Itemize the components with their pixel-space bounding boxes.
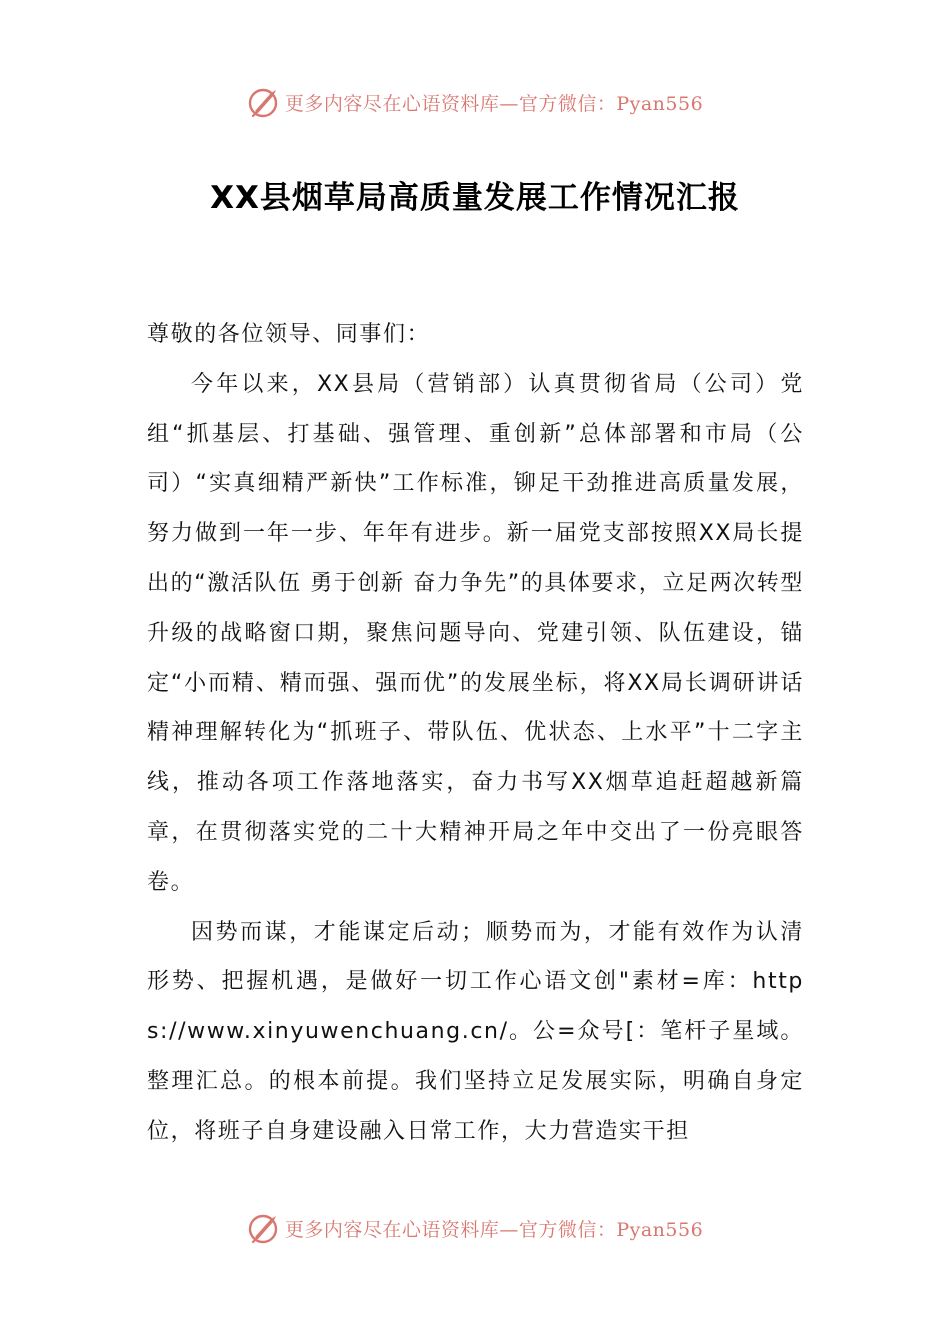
footer-banner-text: 更多内容尽在心语资料库—官方微信：Pyan556 <box>284 1218 704 1241</box>
paragraph-1: 今年以来，XX县局（营销部）认真贯彻省局（公司）党组“抓基层、打基础、强管理、重创新”总体部署和市局（公司）“实真细精严新快”工作标准，铆足干劲推进高质量发展，努力做到一年一步、年年有进步。新一届党支部按照XX局长提出的“激活队伍 勇于创新 奋力争先”的具体要求，立足两次转型升级的战略窗口期，聚焦问题导向、党建引领、队伍建设，锚定“小而精、精而强、强而优”的发展坐标，将XX局长调研讲话精神理解转化为“抓班子、带队伍、优状态、上水平”十二字主线，推动各项工作落地落实，奋力书写XX烟草追赶超越新篇章，在贯彻落实党的二十大精神开局之年中交出了一份亮眼答卷。 <box>147 371 804 895</box>
pen-nib-icon <box>247 85 281 119</box>
salutation: 尊敬的各位领导、同事们： <box>147 322 431 347</box>
pen-nib-icon <box>247 1211 281 1245</box>
header-banner-text: 更多内容尽在心语资料库—官方微信：Pyan556 <box>284 92 704 115</box>
document-body <box>147 310 804 1157</box>
document-title: XX县烟草局高质量发展工作情况汇报 <box>210 180 740 216</box>
paragraph-2: 因势而谋，才能谋定后动；顺势而为，才能有效作为认清形势、把握机遇，是做好一切工作心语文创"素材=库：https://www.xinyuwenchuang.cn/。公=众号[：笔杆子星域。整理汇总。的根本前提。我们坚持立足发展实际，明确自身定位，将班子自身建设融入日常工作，大力营造实干担 <box>147 919 804 1144</box>
header-watermark-banner <box>0 82 950 122</box>
footer-watermark-banner <box>0 1208 950 1248</box>
